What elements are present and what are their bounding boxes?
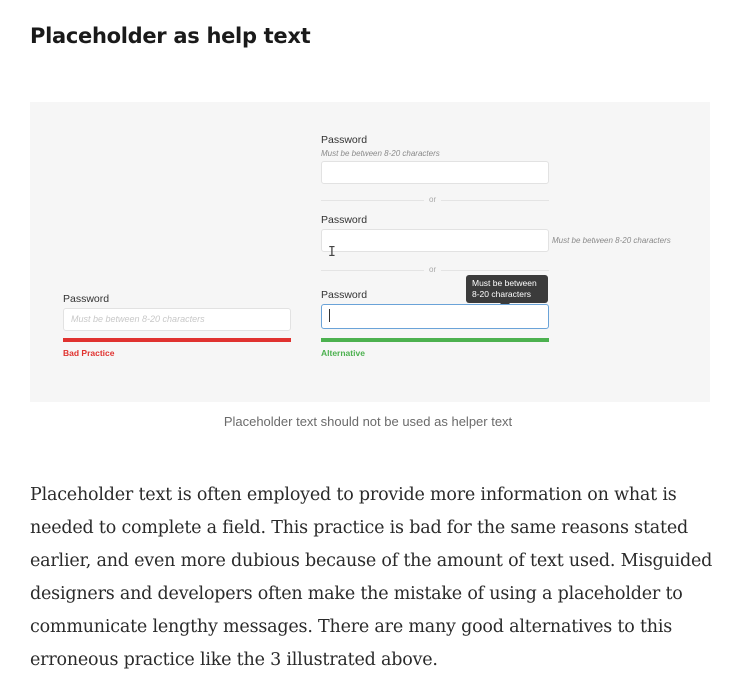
bad-password-label: Password xyxy=(63,293,110,305)
section-heading: Placeholder as help text xyxy=(30,24,311,48)
alt2-password-field[interactable] xyxy=(321,229,549,252)
alternative-bar xyxy=(321,338,549,342)
text-cursor-icon: I xyxy=(328,245,336,260)
tooltip-line-2: 8-20 characters xyxy=(472,289,532,299)
alt3-password-label: Password xyxy=(321,289,368,301)
tooltip-line-1: Must be between xyxy=(472,278,537,288)
alt1-password-label: Password xyxy=(321,134,368,146)
text-caret xyxy=(329,309,330,322)
figure-caption: Placeholder text should not be used as helper text xyxy=(223,414,513,429)
illustration-figure xyxy=(30,102,710,402)
alt2-side-hint: Must be between 8-20 characters xyxy=(552,236,671,245)
bad-practice-tag: Bad Practice xyxy=(63,348,115,358)
or-text-2: or xyxy=(424,265,441,274)
bad-password-placeholder: Must be between 8-20 characters xyxy=(71,314,205,324)
or-text-1: or xyxy=(424,195,441,204)
help-tooltip xyxy=(466,275,548,303)
bad-practice-bar xyxy=(63,338,291,342)
bad-password-field[interactable] xyxy=(63,308,291,331)
alt1-hint-text: Must be between 8-20 characters xyxy=(321,149,440,158)
body-paragraph: Placeholder text is often employed to provide more information on what is needed to complete a field. This practice is bad for the same reasons stated earlier, and even more dubious because of the amount of text used. Misguided designers and developers often make the mistake of using a placeholder to communicate lengthy messages. There are many good alternatives to this erroneous practice like the 3 illustrated above. xyxy=(30,485,713,670)
alternative-tag: Alternative xyxy=(321,348,365,358)
alt3-password-field[interactable] xyxy=(321,304,549,329)
alt1-password-field[interactable] xyxy=(321,161,549,184)
alt2-password-label: Password xyxy=(321,214,368,226)
